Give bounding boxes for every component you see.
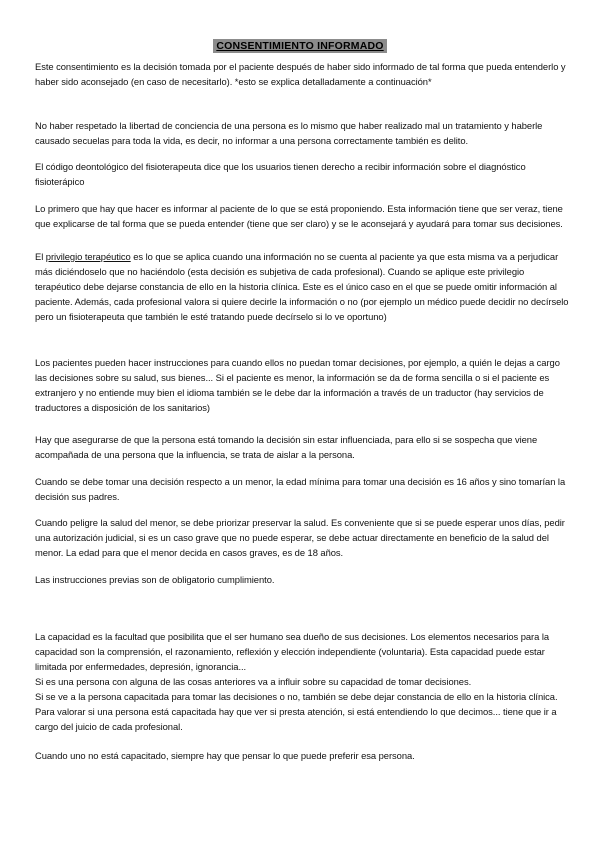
paragraph-incapacity: Cuando uno no está capacitado, siempre hay que pensar lo que puede preferir esa persona.: [35, 750, 415, 761]
therapeutic-privilege-term: privilegio terapéutico: [45, 251, 131, 262]
paragraph-minor-health: Cuando peligre la salud del menor, se debe priorizar preservar la salud. Es conveniente que si se puede esperar unos días, pedir una autorización judicial, si es un caso grave que no puede esperar, se debe actuar directamente en beneficio de la salud del menor. La edad para que el menor decida en casos graves, es de 18 años.: [35, 517, 565, 559]
paragraph-advance-instructions: Los pacientes pueden hacer instrucciones para cuando ellos no puedan tomar decisiones, por ejemplo, a quién le dejas a cargo las decisiones sobre su salud, sus bienes... Si el paciente es menor, la información se da de forma sencilla o si el paciente es extranjero y no entiende muy bien el idioma también se le debe dar la información a través de un traductor (hay servicios de traductores a disposición de los sanitarios): [35, 357, 560, 414]
paragraph-deontological-code: El código deontológico del fisioterapeuta dice que los usuarios tienen derecho a recibir información sobre el diagnóstico fisioterápico: [35, 161, 526, 188]
paragraph-capacity-influence: Si es una persona con alguna de las cosas anteriores va a influir sobre su capacidad de tomar decisiones.: [35, 676, 472, 687]
document-title: CONSENTIMIENTO INFORMADO: [213, 39, 386, 53]
paragraph-definition: Este consentimiento es la decisión tomada por el paciente después de haber sido informado de tal forma que pueda entenderlo y haber sido aconsejado (en caso de necesitarlo). *esto se explica detalladamente a continuación*: [35, 61, 566, 88]
paragraph-mandatory-instructions: Las instrucciones previas son de obligatorio cumplimiento.: [35, 574, 275, 585]
paragraph-minor-age: Cuando se debe tomar una decisión respecto a un menor, la edad mínima para tomar una decisión es 16 años y sino tomarían la decisión sus padres.: [35, 476, 566, 503]
paragraph-inform-patient: Lo primero que hay que hacer es informar al paciente de lo que se está proponiendo. Esta información tiene que ser veraz, tiene que explicarse de tal forma que se pueda entender (tiene que ser claro) y se le aconsejará y ayudará para tomar sus decisiones.: [35, 203, 563, 230]
paragraph-rest: es lo que se aplica cuando una información no se cuenta al paciente ya que esta misma va a perjudicar más diciéndoselo que no haciéndolo (esta decisión es subjetiva de cada profesional). Cuando se aplique este privilegio terapéutico debe dejarse constancia de ello en la historia clínica. Este es el único caso en el que se puede omitir información al paciente. Además, cada profesional valora si quiere decirle la información o no (por ejemplo un médico puede decidir no decírselo pero un fisioterapeuta que también le esté tratando puede decírselo si lo ve oportuno): [35, 251, 569, 323]
paragraph-prefix: El: [35, 251, 46, 262]
paragraph-influence: Hay que asegurarse de que la persona está tomando la decisión sin estar influenciada, para ello si se sospecha que viene acompañada de una persona que la influencia, se trata de aislar a la persona.: [35, 434, 538, 461]
title-container: [0, 36, 600, 54]
paragraph-therapeutic-privilege: [35, 249, 570, 324]
paragraph-capacity-assessment: Si se ve a la persona capacitada para tomar las decisiones o no, también se debe dejar constancia de ello en la historia clínica. Para valorar si una persona está capacitada hay que ver si presta atención, si está entendiendo lo que decimos... tiene que ir a cargo del juicio de cada profesional.: [35, 691, 558, 733]
paragraph-freedom-of-conscience: No haber respetado la libertad de conciencia de una persona es lo mismo que haber realizado mal un tratamiento y haberle causado secuelas para toda la vida, es decir, no informar a una persona correctamente también es delito.: [35, 120, 543, 147]
paragraph-capacity: La capacidad es la facultad que posibilita que el ser humano sea dueño de sus decisiones. Los elementos necesarios para la capacidad son la comprensión, el razonamiento, reflexión y elección independiente (voluntaria). Esta capacidad puede estar limitada por enfermedades, depresión, ignorancia...: [35, 631, 550, 673]
